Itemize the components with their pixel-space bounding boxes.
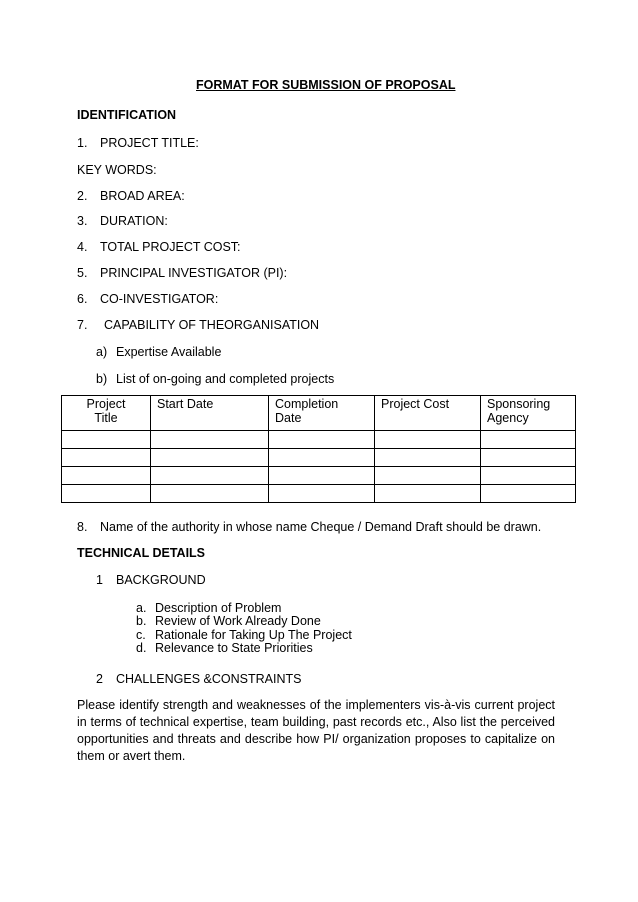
list-letter: d. [136,641,147,655]
list-letter: a. [136,601,147,615]
expertise-available-label: Expertise Available [116,345,222,359]
capability-label: CAPABILITY OF THEORGANISATION [104,318,320,332]
project-title-label: PROJECT TITLE: [100,136,199,150]
item-number: 5. [77,266,88,280]
table-cell [151,467,269,485]
background-item: Review of Work Already Done [155,614,321,628]
table-cell [375,467,481,485]
header-line: Title [94,411,118,425]
header-project-title [62,396,151,431]
projects-table [61,395,576,503]
table-cell [62,467,151,485]
list-letter: c. [136,628,146,642]
section-number: 1 [96,573,103,587]
header-start-date [151,396,269,431]
identification-heading: IDENTIFICATION [77,108,177,122]
key-words-label: KEY WORDS: [77,163,157,177]
table-cell [62,485,151,503]
section-number: 2 [96,672,103,686]
header-line: Agency [487,411,529,425]
table-cell [481,449,576,467]
header-line: Completion [275,397,339,411]
challenges-paragraph: Please identify strength and weaknesses of the implementers vis-à-vis current project in terms of technical expertise, team building, past records etc., Also list the perceived opportunities and threats and describe how PI/ organization proposes to capitalize on them or avert them. [77,698,555,763]
challenges-heading: CHALLENGES &CONSTRAINTS [116,672,302,686]
header-line: Sponsoring [487,397,551,411]
table-header-row [62,396,576,431]
table-cell [375,449,481,467]
item-number: 4. [77,240,88,254]
table-cell [481,431,576,449]
table-cell [151,485,269,503]
cheque-authority-label: Name of the authority in whose name Cheque / Demand Draft should be drawn. [100,520,542,534]
header-project-cost [375,396,481,431]
table-cell [375,485,481,503]
item-number: 2. [77,189,88,203]
table-cell [269,467,375,485]
header-line: Project Cost [381,397,450,411]
table-cell [481,485,576,503]
table-row [62,467,576,485]
header-sponsoring-agency [481,396,576,431]
item-number: 7. [77,318,88,332]
broad-area-label: BROAD AREA: [100,189,185,203]
item-number: 8. [77,520,88,534]
table-cell [269,449,375,467]
table-cell [62,431,151,449]
background-item: Description of Problem [155,601,282,615]
duration-label: DURATION: [100,214,168,228]
header-completion-date [269,396,375,431]
principal-investigator-label: PRINCIPAL INVESTIGATOR (PI): [100,266,288,280]
item-number: 1. [77,136,88,150]
table-cell [269,431,375,449]
technical-details-heading: TECHNICAL DETAILS [77,546,206,560]
item-number: 3. [77,214,88,228]
table-cell [375,431,481,449]
table-cell [62,449,151,467]
table-cell [151,449,269,467]
table-row [62,449,576,467]
header-line: Start Date [157,397,214,411]
table-cell [151,431,269,449]
table-row [62,431,576,449]
background-heading: BACKGROUND [116,573,206,587]
co-investigator-label: CO-INVESTIGATOR: [100,292,219,306]
item-number: 6. [77,292,88,306]
list-letter: b. [136,614,147,628]
table-cell [269,485,375,503]
header-line: Date [275,411,302,425]
subitem-letter: b) [96,372,108,386]
background-item: Relevance to State Priorities [155,641,313,655]
document-title: FORMAT FOR SUBMISSION OF PROPOSAL [196,78,456,92]
table-row [62,485,576,503]
projects-list-label: List of on-going and completed projects [116,372,335,386]
table-cell [481,467,576,485]
total-project-cost-label: TOTAL PROJECT COST: [100,240,241,254]
header-line: Project [86,397,126,411]
subitem-letter: a) [96,345,108,359]
background-item: Rationale for Taking Up The Project [155,628,352,642]
